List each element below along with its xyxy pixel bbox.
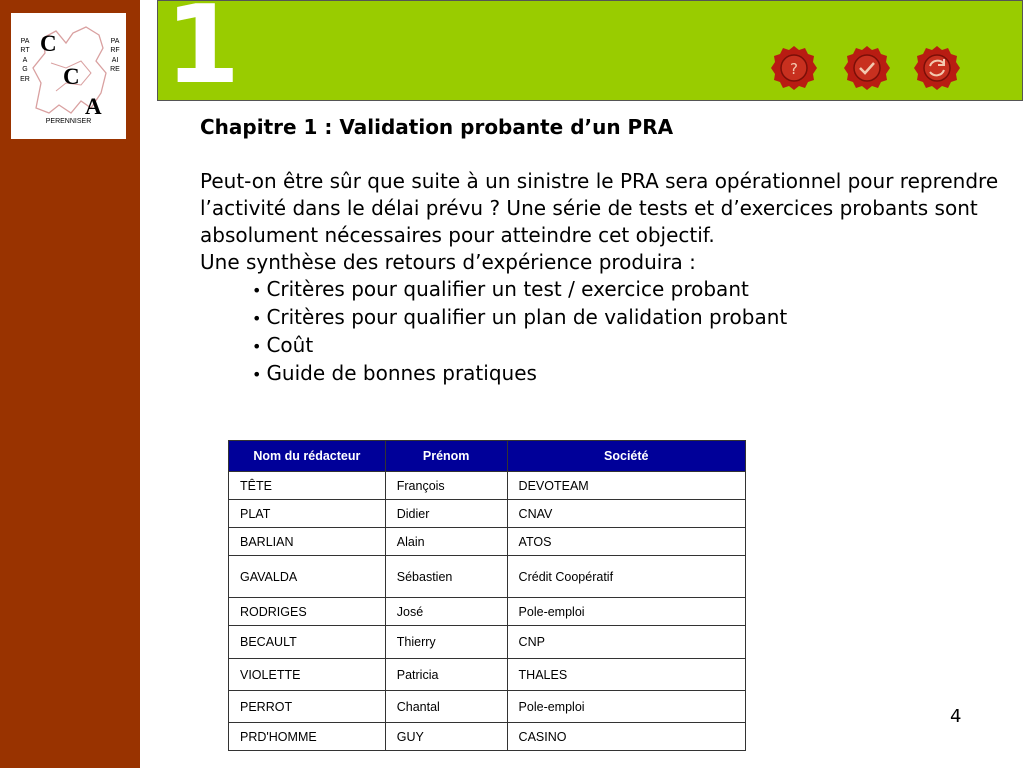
list-item: • Critères pour qualifier un test / exercice probant xyxy=(252,277,749,301)
intro-paragraph: Peut-on être sûr que suite à un sinistre le PRA sera opérationnel pour reprendre l’activité dans le délai prévu ? Une série de tests et d’exercices probants sont absolument nécessaires pour atteindre cet objectif. xyxy=(200,169,999,247)
table-row: PLAT Didier CNAV xyxy=(229,500,746,528)
table-row: BECAULT Thierry CNP xyxy=(229,626,746,659)
contributors-table xyxy=(228,440,746,751)
table-row: VIOLETTE Patricia THALES xyxy=(229,659,746,691)
sidebar xyxy=(0,0,140,768)
table-row: BARLIAN Alain ATOS xyxy=(229,528,746,556)
table-row: TÊTE François DEVOTEAM xyxy=(229,472,746,500)
logo xyxy=(11,13,126,139)
header-prenom: Prénom xyxy=(385,441,507,472)
help-icon[interactable] xyxy=(770,44,818,92)
table-header-row xyxy=(229,441,746,472)
validate-icon[interactable] xyxy=(843,44,891,92)
header-bar xyxy=(157,0,1023,108)
logo-left-word: PARTAGER xyxy=(20,38,30,83)
table-row: PERROT Chantal Pole-emploi xyxy=(229,691,746,723)
svg-text:?: ? xyxy=(790,60,798,78)
logo-letter-2: C xyxy=(63,64,80,89)
chapter-number: 1 xyxy=(165,0,241,108)
refresh-icon[interactable] xyxy=(913,44,961,92)
chapter-title: Chapitre 1 : Validation probante d’un PRA xyxy=(200,115,674,139)
synthesis-paragraph: Une synthèse des retours d’expérience produira : xyxy=(200,250,696,274)
header-nom: Nom du rédacteur xyxy=(229,441,386,472)
list-item: • Critères pour qualifier un plan de validation probant xyxy=(252,305,788,329)
table-row: PRD'HOMME GUY CASINO xyxy=(229,723,746,751)
list-item: • Guide de bonnes pratiques xyxy=(252,361,537,385)
table-row: RODRIGES José Pole-emploi xyxy=(229,598,746,626)
page-number: 4 xyxy=(950,706,962,727)
list-item: • Coût xyxy=(252,333,314,357)
bullet-list xyxy=(200,276,1000,388)
chapter-content xyxy=(200,114,1000,388)
logo-bottom-word: PERENNISER xyxy=(45,118,92,125)
logo-letter-3: A xyxy=(85,94,102,119)
logo-right-word: PARFAIRE xyxy=(110,38,120,74)
table-row: GAVALDA Sébastien Crédit Coopératif xyxy=(229,556,746,598)
logo-letter-1: C xyxy=(40,31,57,56)
header-societe: Société xyxy=(507,441,745,472)
